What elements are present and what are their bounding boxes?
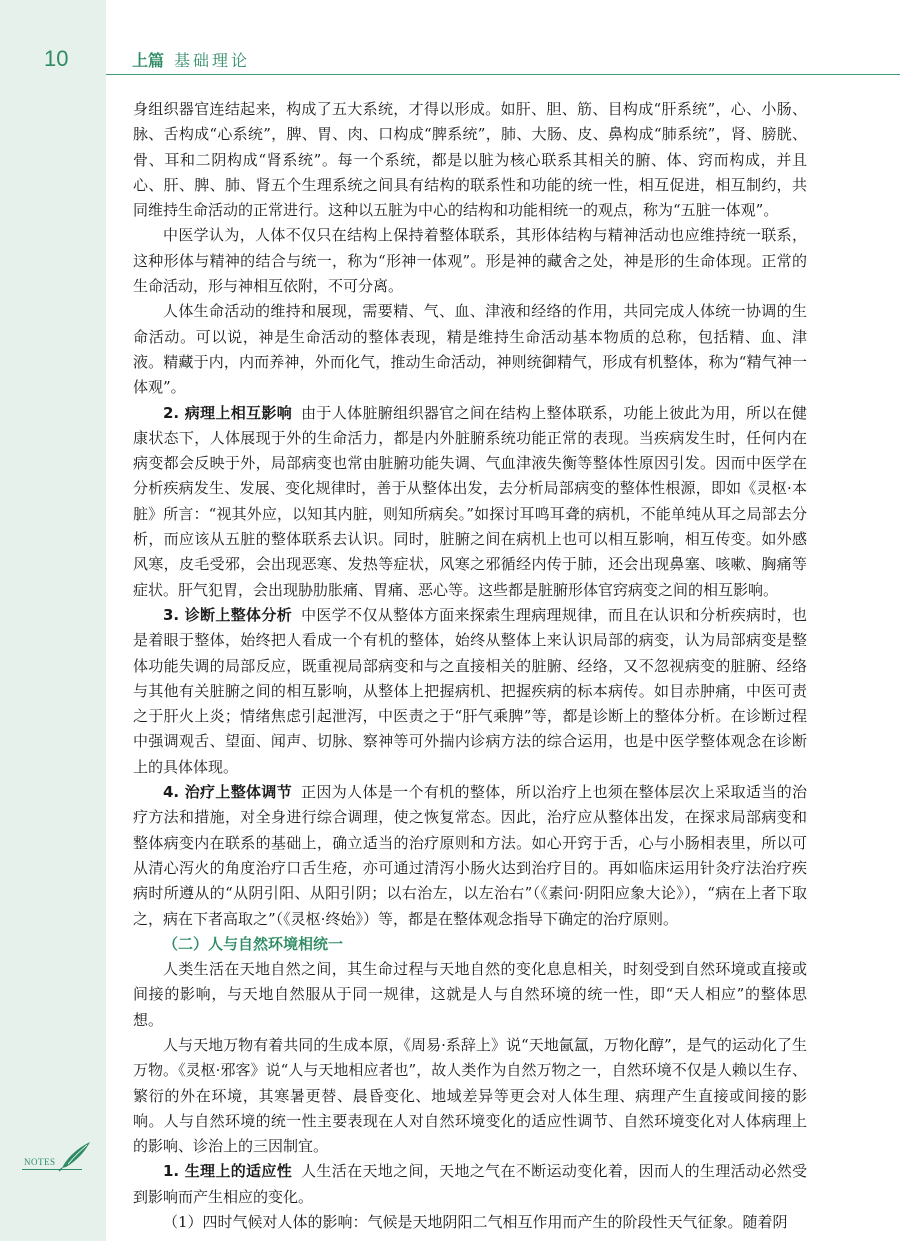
notes-label: NOTES (24, 1157, 56, 1167)
paragraph-treatment-text: 正因为人体是一个有机的整体，所以治疗上也须在整体层次上采取适当的治疗方法和措施，对全身进行综合调理，使之恢复常态。因此，治疗应从整体出发，在探求局部病变和整体病变内在联系的基础上，确立适当的治疗原则和方法。如心开窍于舌，心与小肠相表里，所以可从清心泻火的角度治疗口舌生疮，亦可通过清泻小肠火达到治疗目的。再如临床运用针灸疗法治疗疾病时所遵从的“从阴引阳、从阳引阴；以右治左，以左治右”（《素问·阴阳应象大论》），“病在上者下取之，病在下者高取之”（《灵枢·终始》）等，都是在整体观念指导下确定的治疗原则。 (133, 783, 807, 928)
paragraph-physiology (133, 1159, 807, 1210)
page-number: 10 (44, 46, 69, 71)
header-rule (106, 74, 900, 75)
heading-treatment: 4. 治疗上整体调节 (163, 783, 293, 802)
heading-diagnosis: 3. 诊断上整体分析 (163, 605, 293, 624)
running-head-part: 上篇 (132, 51, 165, 70)
paragraph-nature-unity: 人类生活在天地自然之间，其生命过程与天地自然的变化息息相关，时刻受到自然环境或直接或间接的影响，与天地自然服从于同一规律，这就是人与自然环境的统一性，即“天人相应”的整体思想。 (133, 960, 807, 1029)
heading-physiology: 1. 生理上的适应性 (163, 1162, 293, 1181)
paragraph-seasons: （1）四时气候对人体的影响：气候是天地阴阳二气相互作用而产生的阶段性天气征象。随着阴 (163, 1213, 788, 1232)
left-margin-band (0, 0, 106, 1241)
paragraph-pathology-text: 由于人体脏腑组织器官之间在结构上整体联系，功能上彼此为用，所以在健康状态下，人体展现于外的生命活力，都是内外脏腑系统功能正常的表现。当疾病发生时，任何内在病变都会反映于外，局部病变也常由脏腑功能失调、气血津液失衡等整体性原因引发。因而中医学在分析疾病发生、发展、变化规律时，善于从整体出发，去分析局部病变的整体性根源，即如《灵枢·本脏》所言：“视其外应，以知其内脏，则知所病矣。”如探讨耳鸣耳聋的病机，不能单纯从耳之局部去分析，而应该从五脏的整体联系去认识。同时，脏腑之间在病机上也可以相互影响，相互传变。如外感风寒，皮毛受邪，会出现恶寒、发热等症状，风寒之邪循经内传于肺，还会出现鼻塞、咳嗽、胸痛等症状。肝气犯胃，会出现胁肋胀痛、胃痛、恶心等。这些都是脏腑形体官窍病变之间的相互影响。 (133, 403, 807, 599)
pen-icon (56, 1140, 94, 1172)
paragraph-diagnosis-text: 中医学不仅从整体方面来探索生理病理规律，而且在认识和分析疾病时，也是着眼于整体，始终把人看成一个有机的整体，始终从整体上来认识局部的病变，认为局部病变是整体功能失调的局部反应，既重视局部病变和与之直接相关的脏腑、经络，又不忽视病变的脏腑、经络与其他有关脏腑之间的相互影响，从整体上把握病机、把握疾病的标本病传。如目赤肿痛，中医可责之于肝火上炎；情绪焦虑引起泄泻，中医责之于“肝气乘脾”等，都是诊断上的整体分析。在诊断过程中强调观舌、望面、闻声、切脉、察神等可外揣内诊病方法的综合运用，也是中医学整体观念在诊断上的具体体现。 (133, 605, 807, 776)
running-head (132, 48, 250, 71)
paragraph-essence-qi-spirit: 人体生命活动的维持和展现，需要精、气、血、津液和经络的作用，共同完成人体统一协调的生命活动。可以说，神是生命活动的整体表现，精是维持生命活动基本物质的总称，包括精、血、津液。精藏于内，内而养神，外而化气，推动生命活动，神则统御精气，形成有机整体，称为“精气神一体观”。 (133, 302, 807, 397)
heading-pathology: 2. 病理上相互影响 (163, 403, 293, 422)
paragraph-form-spirit: 中医学认为，人体不仅只在结构上保持着整体联系，其形体结构与精神活动也应维持统一联系，这种形体与精神的结合与统一，称为“形神一体观”。形是神的藏舍之处，神是形的生命体现。正常的生命活动，形与神相互依附，不可分离。 (133, 226, 807, 296)
paragraph-five-systems: 身组织器官连结起来，构成了五大系统，才得以形成。如肝、胆、筋、目构成“肝系统”，心、小肠、脉、舌构成“心系统”，脾、胃、肉、口构成“脾系统”，肺、大肠、皮、鼻构成“肺系统”，肾、膀胱、骨、耳和二阴构成“肾系统”。每一个系统，都是以脏为核心联系其相关的腑、体、窍而构成，并且心、肝、脾、肺、肾五个生理系统之间具有结构的联系性和功能的统一性，相互促进，相互制约，共同维持生命活动的正常进行。这种以五脏为中心的结构和功能相统一的观点，称为“五脏一体观”。 (133, 100, 807, 220)
paragraph-common-origin: 人与天地万物有着共同的生成本原，《周易·系辞上》说“天地氤氲，万物化醇”，是气的运动化了生万物。《灵枢·邪客》说“人与天地相应者也”，故人类作为自然万物之一，自然环境不仅是人赖以生存、繁衍的外在环境，其寒暑更替、晨昏变化、地域差异等更会对人体生理、病理产生直接或间接的影响。人与自然环境的统一性主要表现在人对自然环境变化的适应性调节、自然环境变化对人体病理上的影响、诊治上的三因制宜。 (133, 1035, 807, 1156)
paragraph-treatment (133, 780, 807, 932)
paragraph-physiology-text: 人生活在天地之间，天地之气在不断运动变化着，因而人的生理活动必然受到影响而产生相应的变化。 (133, 1162, 807, 1206)
paragraph-pathology (133, 401, 807, 603)
notes-badge (22, 1140, 94, 1174)
section-heading-nature: （二）人与自然环境相统一 (163, 934, 344, 953)
running-head-title: 基础理论 (174, 51, 251, 70)
page-body (133, 97, 807, 1235)
paragraph-diagnosis (133, 603, 807, 780)
